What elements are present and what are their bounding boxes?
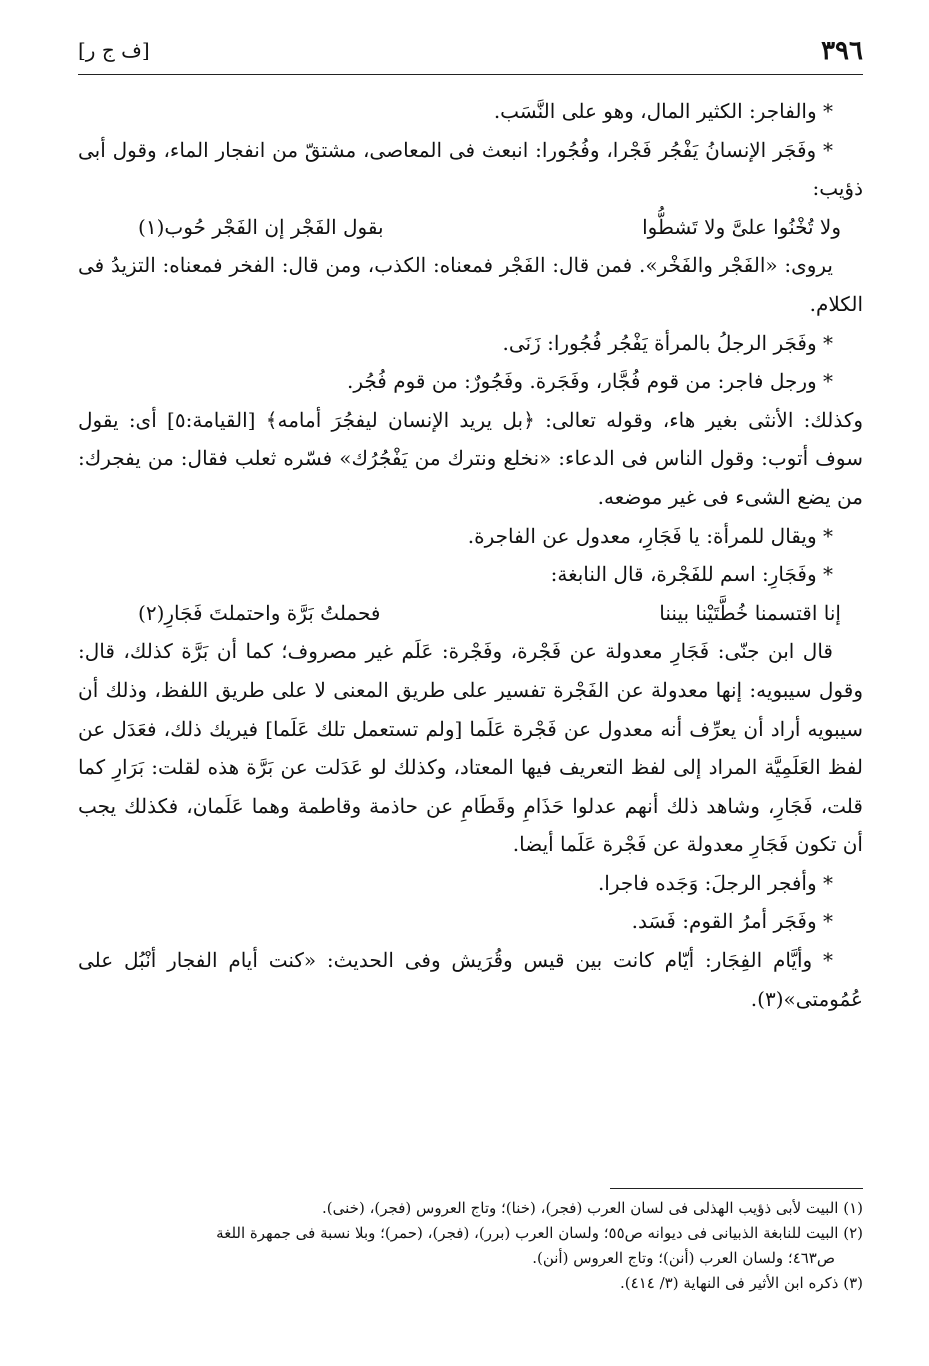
footnote-rule xyxy=(610,1188,863,1189)
paragraph: قال ابن جنّى: فَجَارِ معدولة عن فَجْرة، وفَجْرة: عَلَم غير مصروف؛ كما أن بَرَّة كذلك، قال: وقول سيبويه: إنها معدولة عن الفَجْرة تفسير على طريق المعنى لا على طريق اللفظ، وذلك أن سيبويه أراد أن يعرِّف أنه معدول عن فَجْرة عَلَما [ولم تستعمل تلك عَلَما] فيريك ذلك، فعَدَل عن لفظ العَلَمِيَّة المراد إلى لفظ التعريف فيها المعتاد، وكذلك لو عَدَلت عن بَرَّة هذه لقلت: بَرَارِ كما قلت، فَجَارِ، وشاهد ذلك أنهم عدلوا حَذَامِ وقَطَامِ عن حاذمة وقاطمة وهما عَلَمان، فكذلك يجب أن تكون فَجَارِ معدولة عن فَجْرة عَلَما أيضا. xyxy=(78,639,863,857)
verse-hemistich: فحملتُ بَرَّة واحتملتَ فَجَارِ(٢) xyxy=(138,600,381,625)
page-header xyxy=(78,30,863,74)
paragraph: * وفَجَر الرجلُ بالمرأة يَفْجُر فُجُورا: زَنَى. xyxy=(502,330,833,355)
verse-line xyxy=(78,594,863,633)
footnote: (٣) ذكره ابن الأثير فى النهاية (٣/ ٤١٤). xyxy=(620,1274,863,1292)
header-rule xyxy=(78,74,863,75)
paragraph: * وفَجَارِ: اسم للفَجْرة، قال النابغة: xyxy=(550,562,833,587)
paragraph: وكذلك: الأنثى بغير هاء، وقوله تعالى: ﴿بل يريد الإنسان ليفجُرَ أمامه﴾ [القيامة:٥] أى: يقول سوف أتوب: وقول الناس فى الدعاء: «نخلع ونترك من يَفْجُرُك» فسّره ثعلب فقال: من يفجرك: من يضع الشىء فى غير موضعه. xyxy=(78,407,864,509)
paragraph: * وفَجَر الإنسانُ يَفْجُر فَجْرا، وفُجُورا: انبعث فى المعاصى، مشتقّ من انفجار الماء، وقول أبى ذؤيب: xyxy=(78,137,863,201)
root-letters: [ف ج ر] xyxy=(78,38,150,62)
paragraph: * وأيَّام الفِجَار: أيّام كانت بين قيس وقُرَيش وفى الحديث: «كنت أيام الفجار أنْبُل على عُمُومتى»(٣). xyxy=(78,948,863,1011)
footnote-continuation: ص٤٦٣؛ ولسان العرب (أنن)؛ وتاج العروس (أنن). xyxy=(532,1249,835,1267)
footnote: (٢) البيت للنابغة الذبيانى فى ديوانه ص٥٥؛ ولسان العرب (برر)، (فجر)، (حمر)؛ وبلا نسبة فى جمهرة اللغة xyxy=(216,1224,863,1242)
page-number: ٣٩٦ xyxy=(821,36,863,66)
verse-hemistich: بقول الفَجْر إن الفَجْر حُوب(١) xyxy=(138,214,384,239)
paragraph: * والفاجر: الكثير المال، وهو على النَّسَب. xyxy=(493,99,833,123)
footnote: (١) البيت لأبى ذؤيب الهذلى فى لسان العرب (فجر)، (خنا)؛ وتاج العروس (فجر)، (خنى). xyxy=(322,1199,863,1217)
entry-body xyxy=(78,92,863,1018)
footnotes xyxy=(78,1196,863,1296)
verse-hemistich: ولا تُخْنُوا علىَّ ولا تَشطُّوا xyxy=(642,214,841,239)
paragraph: * ورجل فاجر: من قوم فُجَّار، وفَجَرة. وفَجُورٌ: من قوم فُجُر. xyxy=(346,369,833,394)
paragraph: * وأفجر الرجلَ: وَجَده فاجرا. xyxy=(597,870,833,895)
paragraph: يروى: «الفَجْر والفَخْر». فمن قال: الفَجْر فمعناه: الكذب، ومن قال: الفخر فمعناه: التزيدُ فى الكلام. xyxy=(78,253,863,316)
verse-line xyxy=(78,208,863,247)
verse-hemistich: إنا اقتسمنا خُطَّتَيْنا بيننا xyxy=(659,600,841,625)
paragraph: * وفَجَر أمرُ القوم: فَسَد. xyxy=(631,909,833,934)
paragraph: * ويقال للمرأة: يا فَجَارِ، معدول عن الفاجرة. xyxy=(467,523,833,548)
